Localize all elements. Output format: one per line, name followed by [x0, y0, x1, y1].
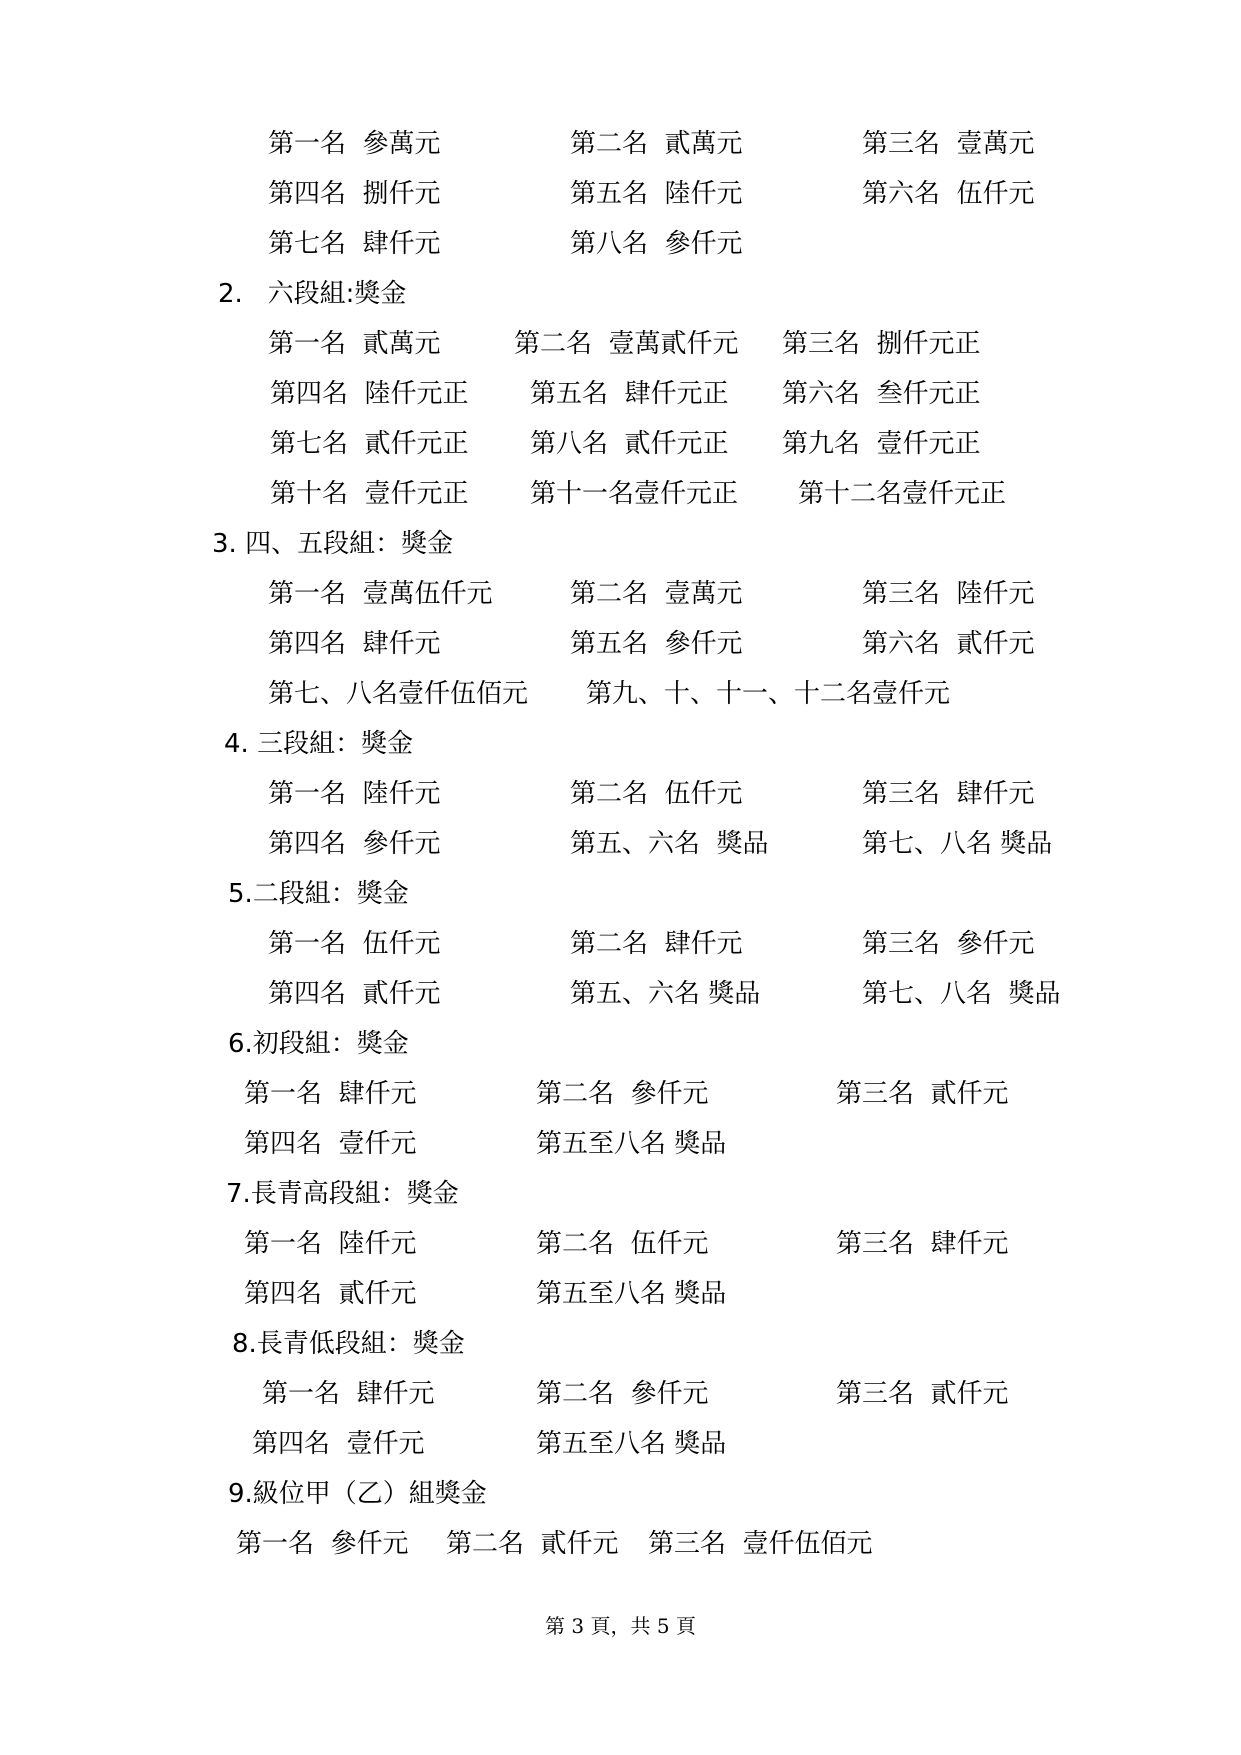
- prize-entry: 第二名 伍仟元: [570, 779, 743, 809]
- prize-entry: 第八名 參仟元: [570, 229, 743, 259]
- prize-entry: 第三名 肆仟元: [836, 1229, 1009, 1259]
- prize-entry: 第一名 貳萬元: [268, 329, 441, 359]
- prize-line: [0, 428, 1241, 460]
- prize-entry: 第二名 壹萬元: [570, 579, 743, 609]
- prize-entry: 第五名 陸仟元: [570, 179, 743, 209]
- prize-entry: 第二名 壹萬貳仟元: [514, 329, 739, 359]
- section-heading: 7.長青高段組：獎金: [226, 1179, 459, 1209]
- prize-entry: 第四名 捌仟元: [268, 179, 441, 209]
- prize-entry: 第二名 貳萬元: [570, 129, 743, 159]
- prize-entry: 第十二名壹仟元正: [798, 479, 1007, 509]
- prize-line: [0, 678, 1241, 710]
- section-heading: 2. 六段組:獎金: [218, 279, 407, 309]
- prize-entry: 第二名 參仟元: [536, 1079, 709, 1109]
- prize-line: [0, 828, 1241, 860]
- prize-entry: 第一名 伍仟元: [268, 929, 441, 959]
- section-heading: 3. 四、五段組：獎金: [212, 529, 454, 559]
- prize-entry: 第四名 壹仟元: [244, 1129, 417, 1159]
- prize-line: [0, 328, 1241, 360]
- prize-entry: 第一名 陸仟元: [268, 779, 441, 809]
- prize-entry: 第五至八名 獎品: [536, 1279, 727, 1309]
- prize-entry: 第三名 貳仟元: [836, 1079, 1009, 1109]
- prize-entry: 第四名 貳仟元: [268, 979, 441, 1009]
- prize-line: [0, 1378, 1241, 1410]
- prize-entry: 第七、八名 獎品: [862, 979, 1061, 1009]
- prize-line: [0, 1278, 1241, 1310]
- prize-line: [0, 1128, 1241, 1160]
- prize-entry: 第七名 貳仟元正: [270, 429, 469, 459]
- prize-entry: 第六名 伍仟元: [862, 179, 1035, 209]
- prize-entry: 第三名 壹萬元: [862, 129, 1035, 159]
- prize-entry: 第一名 肆仟元: [262, 1379, 435, 1409]
- prize-entry: 第二名 參仟元: [536, 1379, 709, 1409]
- prize-entry: 第五名 參仟元: [570, 629, 743, 659]
- prize-entry: 第二名 肆仟元: [570, 929, 743, 959]
- prize-entry: 第一名 參仟元: [236, 1529, 409, 1559]
- prize-entry: 第三名 參仟元: [862, 929, 1035, 959]
- prize-entry: 第一名 壹萬伍仟元: [268, 579, 493, 609]
- prize-entry: 第三名 捌仟元正: [782, 329, 981, 359]
- prize-entry: 第七、八名 獎品: [862, 829, 1053, 859]
- prize-entry: 第一名 陸仟元: [244, 1229, 417, 1259]
- prize-line: [0, 228, 1241, 260]
- prize-entry: 第十一名壹仟元正: [530, 479, 739, 509]
- prize-line: [0, 928, 1241, 960]
- prize-line: [0, 1078, 1241, 1110]
- prize-entry: 第四名 壹仟元: [252, 1429, 425, 1459]
- prize-entry: 第四名 參仟元: [268, 829, 441, 859]
- prize-entry: 第一名 參萬元: [268, 129, 441, 159]
- prize-entry: 第六名 貳仟元: [862, 629, 1035, 659]
- prize-line: [0, 628, 1241, 660]
- prize-entry: 第八名 貳仟元正: [530, 429, 729, 459]
- prize-entry: 第六名 叁仟元正: [782, 379, 981, 409]
- section-heading: 5.二段組：獎金: [228, 879, 409, 909]
- prize-line: [0, 578, 1241, 610]
- prize-entry: 第五至八名 獎品: [536, 1129, 727, 1159]
- section-heading: 6.初段組：獎金: [228, 1029, 409, 1059]
- prize-line: [0, 1428, 1241, 1460]
- section-heading: 4. 三段組：獎金: [224, 729, 414, 759]
- section-heading: 9.級位甲（乙）組獎金: [228, 1479, 487, 1509]
- prize-entry: 第三名 壹仟伍佰元: [648, 1529, 873, 1559]
- prize-entry: 第一名 肆仟元: [244, 1079, 417, 1109]
- prize-line: [0, 128, 1241, 160]
- prize-line: [0, 978, 1241, 1010]
- prize-line: [0, 178, 1241, 210]
- prize-entry: 第十名 壹仟元正: [270, 479, 469, 509]
- prize-entry: 第七、八名壹仟伍佰元: [268, 679, 529, 709]
- prize-entry: 第三名 貳仟元: [836, 1379, 1009, 1409]
- prize-entry: 第三名 陸仟元: [862, 579, 1035, 609]
- prize-entry: 第五、六名 獎品: [570, 979, 761, 1009]
- section-heading: 8.長青低段組：獎金: [232, 1329, 465, 1359]
- prize-entry: 第五、六名 獎品: [570, 829, 769, 859]
- prize-entry: 第三名 肆仟元: [862, 779, 1035, 809]
- prize-line: [0, 478, 1241, 510]
- page-footer: 第 3 頁，共 5 頁: [545, 1614, 696, 1638]
- prize-entry: 第九、十、十一、十二名壹仟元: [586, 679, 951, 709]
- prize-line: [0, 1528, 1241, 1560]
- prize-entry: 第四名 肆仟元: [268, 629, 441, 659]
- prize-entry: 第七名 肆仟元: [268, 229, 441, 259]
- prize-entry: 第九名 壹仟元正: [782, 429, 981, 459]
- prize-line: [0, 1228, 1241, 1260]
- prize-entry: 第五至八名 獎品: [536, 1429, 727, 1459]
- prize-line: [0, 378, 1241, 410]
- prize-entry: 第二名 貳仟元: [446, 1529, 619, 1559]
- prize-entry: 第四名 陸仟元正: [270, 379, 469, 409]
- prize-entry: 第五名 肆仟元正: [530, 379, 729, 409]
- prize-entry: 第二名 伍仟元: [536, 1229, 709, 1259]
- prize-entry: 第四名 貳仟元: [244, 1279, 417, 1309]
- prize-line: [0, 778, 1241, 810]
